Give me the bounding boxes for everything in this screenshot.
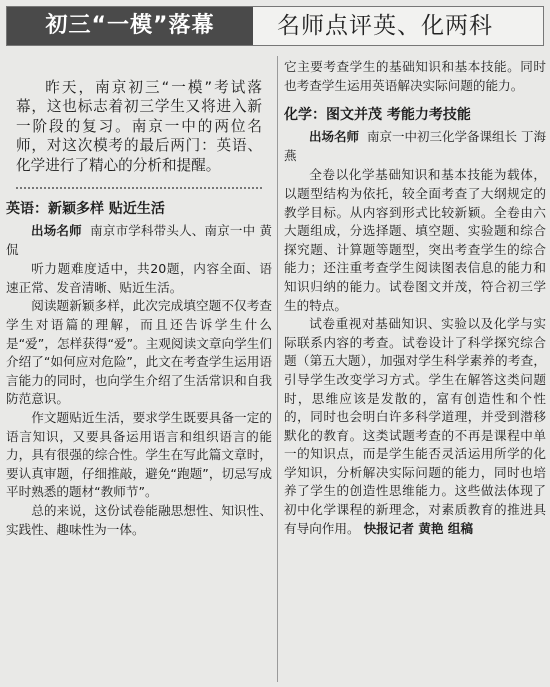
- headline-title: 初三“一模”落幕: [7, 7, 253, 45]
- english-paragraph-1: 听力题难度适中，共20题，内容全面、语速正常、发音清晰、贴近生活。: [6, 261, 272, 295]
- chemistry-byline: [284, 128, 546, 165]
- chemistry-byline-label: 出场名师: [309, 129, 360, 145]
- english-byline-name: 南京市学科带头人、南京一中 黄侃: [6, 223, 272, 257]
- english-paragraph-continued: 它主要考查学生的基础知识和基本技能。同时也考查学生运用英语解决实际问题的能力。: [284, 59, 546, 93]
- column-divider: [277, 56, 278, 682]
- intro-paragraph: 昨天，南京初三“一模”考试落幕，这也标志着初三学生又将进入新一阶段的复习。南京一中的两位名师，对这次模考的最后两门：英语、化学进行了精心的分析和提醒。: [16, 78, 262, 189]
- english-section-heading: 英语：新颖多样 贴近生活: [6, 201, 165, 218]
- english-paragraph-2: 阅读题新颖多样，此次完成填空题不仅考查学生对语篇的理解，而且还告诉学生什么是“爱”，怎样获得“爱”。主观阅读文章向学生们介绍了“如何应对危险”，此文在考查学生运用语言能力的同时，也向学生介绍了生活常识和自我防范意识。: [6, 298, 272, 407]
- english-paragraph-3: 作文题贴近生活，要求学生既要具备一定的语言知识，又要具备运用语言和组织语言的能力，具有很强的综合性。学生在写此篇文章时，要认真审题，仔细推敲，避免“跑题”，切忌写成平时熟悉的题材“教师节”。: [6, 409, 272, 500]
- headline-subtitle: 名师点评英、化两科: [277, 13, 493, 39]
- english-paragraph-4: 总的来说，这份试卷能融思想性、知识性、实践性、趣味性为一体。: [6, 502, 272, 537]
- english-byline-label: 出场名师: [31, 223, 82, 239]
- chemistry-paragraph-2: [284, 315, 546, 538]
- headline-banner: [6, 6, 544, 46]
- chemistry-byline-name: 南京一中初三化学备课组长 丁海燕: [284, 129, 546, 163]
- right-column: [284, 56, 546, 684]
- chemistry-paragraph-2-text: 试卷重视对基础知识、实验以及化学与实际联系内容的考查。试卷设计了科学探究综合题（第五大题），加强对学生科学素养的考查，引导学生改变学习方式。学生在解答这类问题时，思维应该是发散的，富有创造性和个性的，同时也会明白许多科学道理，并受到潜移默化的教育。这类试题考查的不再是课程中单一的知识点，而是学生能否灵活运用所学的化学知识，分析解决实际问题的能力，同时也培养了学生的创造性思维能力。这些做法体现了初中化学课程的新理念，对素质教育的推进具有导向作用。: [284, 316, 546, 536]
- chemistry-section-heading: 化学：图文并茂 考能力考技能: [284, 107, 471, 124]
- english-byline: [6, 222, 272, 259]
- reporter-signature: 快报记者 黄艳 组稿: [363, 520, 474, 536]
- left-column: [6, 56, 272, 684]
- chemistry-paragraph-1: 全卷以化学基础知识和基本技能为载体，以题型结构为依托，较全面考查了大纲规定的教学目标。从内容到形式比较新颖。全卷由六大题组成，分选择题、填空题、实验题和综合探究题、计算题等题型，突出考查学生的综合能力；还注重考查学生阅读图表信息的能力和知识归纳的能力。试卷图文并茂，符合初三学生的特点。: [284, 167, 546, 313]
